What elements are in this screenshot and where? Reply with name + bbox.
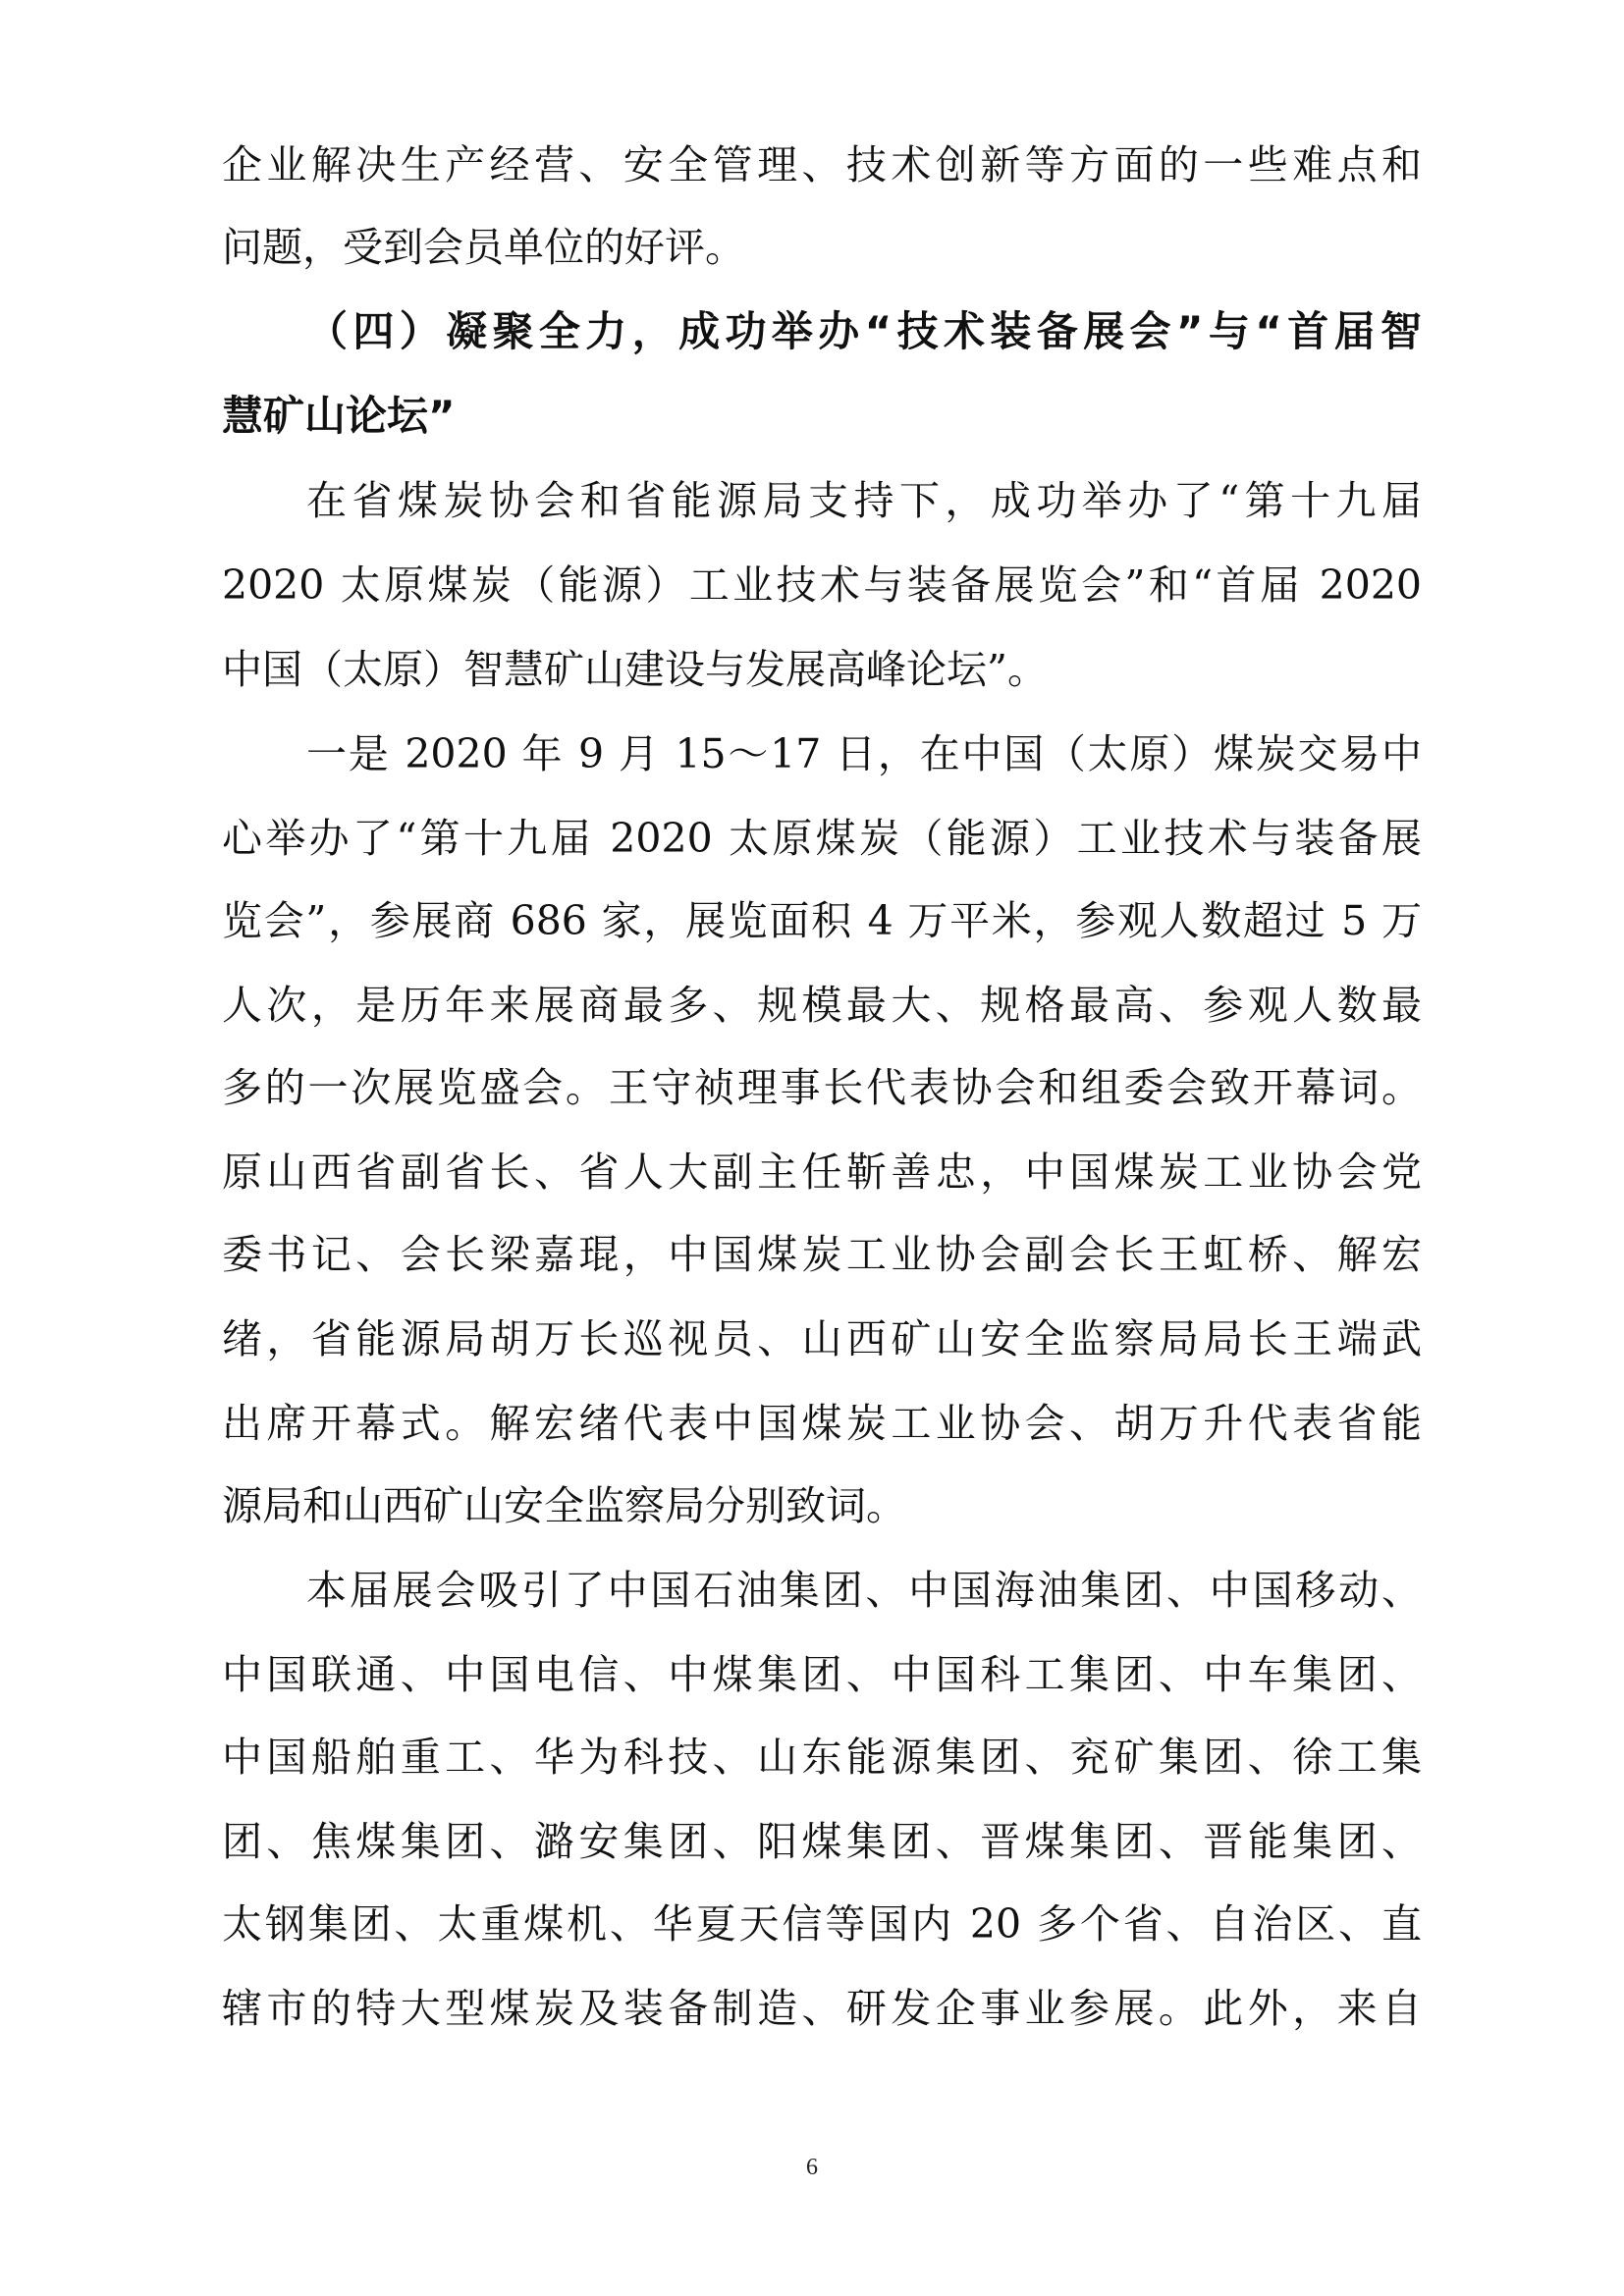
text-line: 中国联通、中国电信、中煤集团、中国科工集团、中车集团、 bbox=[222, 1651, 1422, 1698]
text-line: 原山西省副省长、省人大副主任靳善忠，中国煤炭工业协会党 bbox=[222, 1148, 1422, 1196]
text-line: 太钢集团、太重煤机、华夏天信等国内 20 多个省、自治区、直 bbox=[222, 1900, 1422, 1948]
text-line: 辖市的特大型煤炭及装备制造、研发企事业参展。此外，来自 bbox=[222, 1985, 1422, 2032]
page-number: 6 bbox=[806, 2155, 818, 2180]
text-line: 中国（太原）智慧矿山建设与发展高峰论坛”。 bbox=[222, 646, 1048, 693]
text-line: 源局和山西矿山安全监察局分别致词。 bbox=[222, 1482, 906, 1529]
text-line: 2020 太原煤炭（能源）工业技术与装备展览会”和“首届 2020 bbox=[222, 561, 1422, 609]
text-line: 问题，受到会员单位的好评。 bbox=[222, 224, 745, 271]
section-heading: 慧矿山论坛” bbox=[222, 392, 456, 440]
text-line: 在省煤炭协会和省能源局支持下，成功举办了“第十九届 bbox=[306, 477, 1422, 524]
text-line: 绪，省能源局胡万长巡视员、山西矿山安全监察局局长王端武 bbox=[222, 1315, 1422, 1362]
text-line: 企业解决生产经营、安全管理、技术创新等方面的一些难点和 bbox=[222, 141, 1422, 188]
text-line: 出席开幕式。解宏绪代表中国煤炭工业协会、胡万升代表省能 bbox=[222, 1400, 1422, 1447]
section-heading: （四）凝聚全力，成功举办“技术装备展会”与“首届智 bbox=[306, 307, 1422, 355]
text-line: 多的一次展览盛会。王守祯理事长代表协会和组委会致开幕词。 bbox=[222, 1064, 1422, 1111]
text-line: 委书记、会长梁嘉琨，中国煤炭工业协会副会长王虹桥、解宏 bbox=[222, 1231, 1422, 1278]
text-line: 团、焦煤集团、潞安集团、阳煤集团、晋煤集团、晋能集团、 bbox=[222, 1818, 1422, 1865]
text-line: 人次，是历年来展商最多、规模最大、规格最高、参观人数最 bbox=[222, 982, 1422, 1029]
text-line: 览会”，参展商 686 家，展览面积 4 万平米，参观人数超过 5 万 bbox=[222, 897, 1422, 944]
text-line: 心举办了“第十九届 2020 太原煤炭（能源）工业技术与装备展 bbox=[222, 815, 1422, 862]
text-line: 本届展会吸引了中国石油集团、中国海油集团、中国移动、 bbox=[306, 1567, 1422, 1614]
text-line: 中国船舶重工、华为科技、山东能源集团、兖矿集团、徐工集 bbox=[222, 1734, 1422, 1781]
text-line: 一是 2020 年 9 月 15～17 日，在中国（太原）煤炭交易中 bbox=[306, 730, 1422, 777]
